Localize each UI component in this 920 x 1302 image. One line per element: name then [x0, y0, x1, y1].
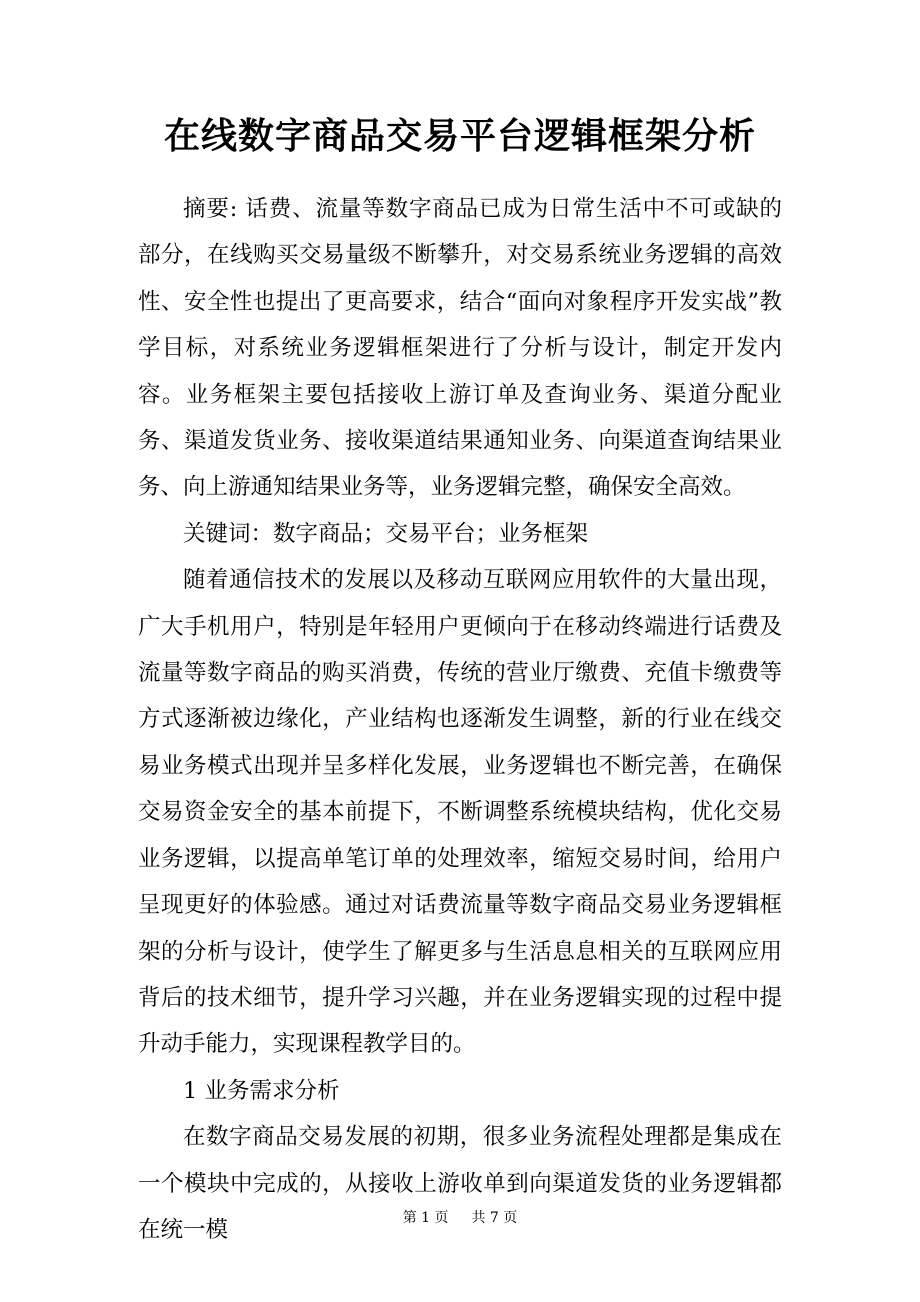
document-title: 在线数字商品交易平台逻辑框架分析 [163, 115, 756, 157]
intro-paragraph: 随着通信技术的发展以及移动互联网应用软件的大量出现，广大手机用户，特别是年轻用户更倾向于在移动终端进行话费及流量等数字商品的购买消费，传统的营业厅缴费、充值卡缴费等方式逐渐被边缘化，产业结构也逐渐发生调整，新的行业在线交易业务模式出现并呈多样化发展，业务逻辑也不断完善，在确保交易资金安全的基本前提下，不断调整系统模块结构，优化交易业务逻辑，以提高单笔订单的处理效率，缩短交易时间，给用户呈现更好的体验感。通过对话费流量等数字商品交易业务逻辑框架的分析与设计，使学生了解更多与生活息息相关的互联网应用背后的技术细节，提升学习兴趣，并在业务逻辑实现的过程中提升动手能力，实现课程教学目的。 [138, 567, 782, 1058]
abstract-paragraph: 摘要: 话费、流量等数字商品已成为日常生活中不可或缺的部分，在线购买交易量级不断攀升，对交易系统业务逻辑的高效性、安全性也提出了更高要求，结合“面向对象程序开发实战”教学目标，对系统业务逻辑框架进行了分析与设计，制定开发内容。业务框架主要包括接收上游订单及查询业务、渠道分配业务、渠道发货业务、接收渠道结果通知业务、向渠道查询结果业务、向上游通知结果业务等，业务逻辑完整，确保安全高效。 [138, 196, 782, 501]
document-body [138, 186, 782, 1253]
page-total: 共 7 页 [471, 1210, 518, 1226]
section-paragraph: 在数字商品交易发展的初期，很多业务流程处理都是集成在一个模块中完成的，从接收上游收单到向渠道发货的业务逻辑都在统一模 [138, 1124, 782, 1243]
page-number: 第 1 页 [402, 1210, 449, 1226]
section-heading: 1 业务需求分析 [183, 1077, 340, 1104]
page-footer [0, 1208, 920, 1228]
keywords-paragraph: 关键词：数字商品；交易平台；业务框架 [183, 520, 589, 547]
